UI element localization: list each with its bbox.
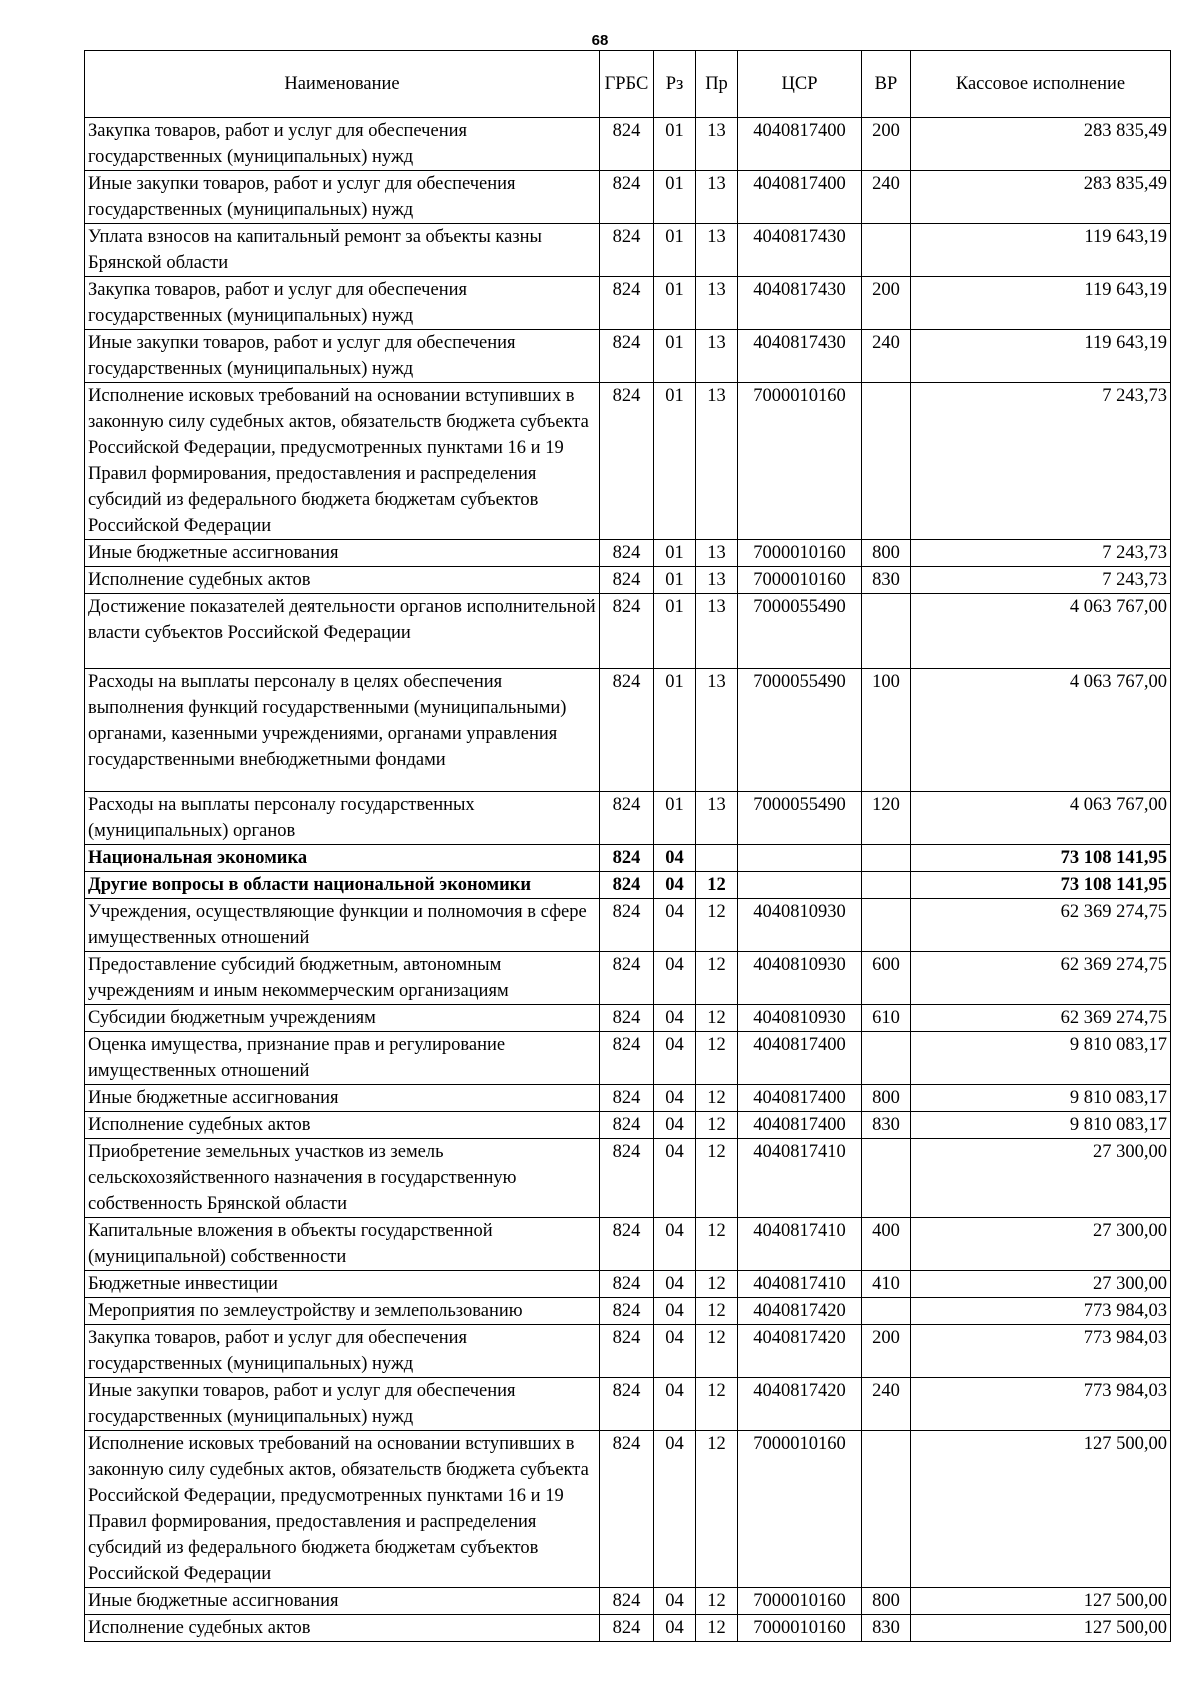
- cell-rz: 01: [654, 792, 696, 845]
- cell-name: Капитальные вложения в объекты государственной (муниципальной) собственности: [85, 1218, 600, 1271]
- column-header-csr: ЦСР: [738, 51, 862, 118]
- column-header-vr: ВР: [862, 51, 911, 118]
- cell-name: Иные бюджетные ассигнования: [85, 1588, 600, 1615]
- table-row: [85, 872, 1171, 899]
- cell-grbs: 824: [600, 224, 654, 277]
- cell-grbs: 824: [600, 669, 654, 792]
- cell-vr: 800: [862, 540, 911, 567]
- cell-name: Закупка товаров, работ и услуг для обеспечения государственных (муниципальных) нужд: [85, 118, 600, 171]
- cell-name: Исполнение исковых требований на основании вступивших в законную силу судебных актов, обязательств бюджета субъекта Российской Федерации, предусмотренных пунктами 16 и 19 Правил формирования, предоставления и распределения субсидий из федерального бюджета бюджетам субъектов Российской Федерации: [85, 383, 600, 540]
- cell-grbs: 824: [600, 952, 654, 1005]
- table-row: [85, 540, 1171, 567]
- column-header-amount: Кассовое исполнение: [911, 51, 1171, 118]
- cell-vr: [862, 845, 911, 872]
- cell-csr: 4040817420: [738, 1325, 862, 1378]
- cell-pr: 13: [696, 792, 738, 845]
- cell-csr: 7000055490: [738, 594, 862, 669]
- cell-csr: 4040810930: [738, 1005, 862, 1032]
- cell-csr: 7000010160: [738, 540, 862, 567]
- cell-csr: 4040817400: [738, 1085, 862, 1112]
- cell-amount: 7 243,73: [911, 567, 1171, 594]
- cell-amount: 27 300,00: [911, 1218, 1171, 1271]
- cell-pr: 12: [696, 1298, 738, 1325]
- cell-name: Закупка товаров, работ и услуг для обеспечения государственных (муниципальных) нужд: [85, 277, 600, 330]
- cell-csr: 4040817420: [738, 1378, 862, 1431]
- cell-vr: 830: [862, 1112, 911, 1139]
- table-row: [85, 383, 1171, 540]
- column-header-rz: Рз: [654, 51, 696, 118]
- cell-csr: 4040817410: [738, 1218, 862, 1271]
- cell-csr: 4040817400: [738, 1112, 862, 1139]
- cell-name: Другие вопросы в области национальной экономики: [85, 872, 600, 899]
- cell-grbs: 824: [600, 1378, 654, 1431]
- cell-vr: 240: [862, 171, 911, 224]
- cell-rz: 04: [654, 845, 696, 872]
- cell-name: Приобретение земельных участков из земель сельскохозяйственного назначения в государственную собственность Брянской области: [85, 1139, 600, 1218]
- cell-csr: 7000055490: [738, 792, 862, 845]
- cell-csr: 4040817410: [738, 1139, 862, 1218]
- cell-csr: 7000010160: [738, 1615, 862, 1642]
- cell-grbs: 824: [600, 1325, 654, 1378]
- cell-amount: 283 835,49: [911, 118, 1171, 171]
- cell-grbs: 824: [600, 1112, 654, 1139]
- table-row: [85, 330, 1171, 383]
- cell-name: Исполнение судебных актов: [85, 1615, 600, 1642]
- cell-name: Мероприятия по землеустройству и землепользованию: [85, 1298, 600, 1325]
- cell-grbs: 824: [600, 1218, 654, 1271]
- cell-grbs: 824: [600, 330, 654, 383]
- table-row: [85, 277, 1171, 330]
- cell-amount: 283 835,49: [911, 171, 1171, 224]
- cell-amount: 4 063 767,00: [911, 669, 1171, 792]
- cell-rz: 04: [654, 1325, 696, 1378]
- cell-vr: 830: [862, 1615, 911, 1642]
- cell-vr: 600: [862, 952, 911, 1005]
- column-header-name: Наименование: [85, 51, 600, 118]
- cell-grbs: 824: [600, 1005, 654, 1032]
- cell-vr: [862, 1298, 911, 1325]
- cell-name: Иные бюджетные ассигнования: [85, 540, 600, 567]
- cell-name: Субсидии бюджетным учреждениям: [85, 1005, 600, 1032]
- cell-rz: 04: [654, 1032, 696, 1085]
- cell-name: Расходы на выплаты персоналу в целях обеспечения выполнения функций государственными (муниципальными) органами, казенными учреждениями, органами управления государственными внебюджетными фондами: [85, 669, 600, 792]
- cell-name: Закупка товаров, работ и услуг для обеспечения государственных (муниципальных) нужд: [85, 1325, 600, 1378]
- table-row: [85, 1139, 1171, 1218]
- cell-name: Иные закупки товаров, работ и услуг для обеспечения государственных (муниципальных) нужд: [85, 330, 600, 383]
- cell-amount: 9 810 083,17: [911, 1112, 1171, 1139]
- cell-grbs: 824: [600, 567, 654, 594]
- cell-pr: 13: [696, 594, 738, 669]
- table-row: [85, 845, 1171, 872]
- cell-vr: [862, 224, 911, 277]
- table-row: [85, 1431, 1171, 1588]
- cell-grbs: 824: [600, 1139, 654, 1218]
- cell-rz: 01: [654, 224, 696, 277]
- cell-name: Предоставление субсидий бюджетным, автономным учреждениям и иным некоммерческим организациям: [85, 952, 600, 1005]
- cell-name: Расходы на выплаты персоналу государственных (муниципальных) органов: [85, 792, 600, 845]
- cell-name: Оценка имущества, признание прав и регулирование имущественных отношений: [85, 1032, 600, 1085]
- cell-vr: 100: [862, 669, 911, 792]
- table-row: [85, 224, 1171, 277]
- cell-pr: 12: [696, 952, 738, 1005]
- cell-csr: [738, 845, 862, 872]
- table-row: [85, 1615, 1171, 1642]
- cell-vr: 800: [862, 1588, 911, 1615]
- cell-pr: 12: [696, 1615, 738, 1642]
- cell-pr: 12: [696, 1218, 738, 1271]
- cell-grbs: 824: [600, 1588, 654, 1615]
- cell-pr: 12: [696, 1112, 738, 1139]
- cell-rz: 01: [654, 567, 696, 594]
- cell-amount: 7 243,73: [911, 383, 1171, 540]
- cell-rz: 04: [654, 899, 696, 952]
- cell-vr: [862, 1139, 911, 1218]
- cell-csr: 4040817400: [738, 1032, 862, 1085]
- cell-grbs: 824: [600, 845, 654, 872]
- cell-pr: 13: [696, 224, 738, 277]
- cell-rz: 04: [654, 1085, 696, 1112]
- cell-rz: 01: [654, 277, 696, 330]
- cell-csr: 4040817420: [738, 1298, 862, 1325]
- cell-grbs: 824: [600, 383, 654, 540]
- table-header-row: [85, 51, 1171, 118]
- cell-csr: 4040817410: [738, 1271, 862, 1298]
- cell-csr: 4040817400: [738, 171, 862, 224]
- cell-pr: 13: [696, 330, 738, 383]
- cell-pr: 12: [696, 872, 738, 899]
- cell-amount: 9 810 083,17: [911, 1085, 1171, 1112]
- table-row: [85, 1218, 1171, 1271]
- cell-vr: [862, 899, 911, 952]
- table-row: [85, 1325, 1171, 1378]
- cell-amount: 119 643,19: [911, 330, 1171, 383]
- cell-name: Национальная экономика: [85, 845, 600, 872]
- cell-grbs: 824: [600, 899, 654, 952]
- table-row: [85, 792, 1171, 845]
- cell-rz: 01: [654, 330, 696, 383]
- cell-vr: 800: [862, 1085, 911, 1112]
- column-header-grbs: ГРБС: [600, 51, 654, 118]
- cell-name: Уплата взносов на капитальный ремонт за объекты казны Брянской области: [85, 224, 600, 277]
- cell-pr: 13: [696, 540, 738, 567]
- cell-amount: 773 984,03: [911, 1378, 1171, 1431]
- cell-amount: 7 243,73: [911, 540, 1171, 567]
- cell-rz: 01: [654, 118, 696, 171]
- cell-pr: 12: [696, 1588, 738, 1615]
- table-row: [85, 1085, 1171, 1112]
- cell-rz: 01: [654, 383, 696, 540]
- table-row: [85, 952, 1171, 1005]
- cell-grbs: 824: [600, 540, 654, 567]
- cell-pr: 13: [696, 118, 738, 171]
- cell-amount: 127 500,00: [911, 1431, 1171, 1588]
- cell-rz: 04: [654, 1615, 696, 1642]
- cell-pr: 13: [696, 669, 738, 792]
- cell-pr: 13: [696, 383, 738, 540]
- cell-name: Исполнение судебных актов: [85, 1112, 600, 1139]
- cell-vr: [862, 1431, 911, 1588]
- table-row: [85, 1005, 1171, 1032]
- cell-grbs: 824: [600, 1271, 654, 1298]
- cell-vr: 610: [862, 1005, 911, 1032]
- cell-name: Иные закупки товаров, работ и услуг для обеспечения государственных (муниципальных) нужд: [85, 1378, 600, 1431]
- cell-amount: 27 300,00: [911, 1139, 1171, 1218]
- cell-name: Исполнение судебных актов: [85, 567, 600, 594]
- cell-pr: 12: [696, 1005, 738, 1032]
- table-row: [85, 1588, 1171, 1615]
- table-row: [85, 567, 1171, 594]
- cell-vr: [862, 1032, 911, 1085]
- cell-rz: 04: [654, 1005, 696, 1032]
- cell-rz: 04: [654, 1378, 696, 1431]
- cell-pr: 12: [696, 1325, 738, 1378]
- cell-pr: 13: [696, 567, 738, 594]
- cell-amount: 62 369 274,75: [911, 899, 1171, 952]
- table-row: [85, 1298, 1171, 1325]
- cell-csr: [738, 872, 862, 899]
- cell-name: Иные закупки товаров, работ и услуг для обеспечения государственных (муниципальных) нужд: [85, 171, 600, 224]
- table-row: [85, 669, 1171, 792]
- cell-grbs: 824: [600, 118, 654, 171]
- cell-amount: 73 108 141,95: [911, 845, 1171, 872]
- cell-grbs: 824: [600, 1298, 654, 1325]
- cell-csr: 7000010160: [738, 383, 862, 540]
- cell-rz: 01: [654, 669, 696, 792]
- cell-rz: 04: [654, 952, 696, 1005]
- cell-amount: 119 643,19: [911, 224, 1171, 277]
- cell-amount: 62 369 274,75: [911, 1005, 1171, 1032]
- cell-amount: 27 300,00: [911, 1271, 1171, 1298]
- cell-vr: 120: [862, 792, 911, 845]
- cell-rz: 04: [654, 1588, 696, 1615]
- page-number: 68: [591, 32, 609, 49]
- cell-csr: 7000010160: [738, 1588, 862, 1615]
- cell-grbs: 824: [600, 1032, 654, 1085]
- cell-pr: 12: [696, 1139, 738, 1218]
- table-row: [85, 118, 1171, 171]
- cell-vr: 240: [862, 1378, 911, 1431]
- cell-amount: 73 108 141,95: [911, 872, 1171, 899]
- cell-grbs: 824: [600, 1431, 654, 1588]
- table-row: [85, 899, 1171, 952]
- table-row: [85, 1032, 1171, 1085]
- cell-csr: 7000010160: [738, 1431, 862, 1588]
- cell-vr: [862, 594, 911, 669]
- cell-csr: 4040810930: [738, 952, 862, 1005]
- cell-vr: 200: [862, 118, 911, 171]
- cell-rz: 04: [654, 1139, 696, 1218]
- cell-pr: [696, 845, 738, 872]
- table-row: [85, 594, 1171, 669]
- cell-pr: 12: [696, 1431, 738, 1588]
- cell-vr: 200: [862, 1325, 911, 1378]
- table-row: [85, 1378, 1171, 1431]
- cell-name: Исполнение исковых требований на основании вступивших в законную силу судебных актов, обязательств бюджета субъекта Российской Федерации, предусмотренных пунктами 16 и 19 Правил формирования, предоставления и распределения субсидий из федерального бюджета бюджетам субъектов Российской Федерации: [85, 1431, 600, 1588]
- cell-vr: 410: [862, 1271, 911, 1298]
- cell-csr: 4040817430: [738, 277, 862, 330]
- cell-csr: 4040810930: [738, 899, 862, 952]
- cell-name: Учреждения, осуществляющие функции и полномочия в сфере имущественных отношений: [85, 899, 600, 952]
- cell-grbs: 824: [600, 792, 654, 845]
- cell-grbs: 824: [600, 1085, 654, 1112]
- cell-amount: 62 369 274,75: [911, 952, 1171, 1005]
- cell-pr: 13: [696, 171, 738, 224]
- cell-rz: 04: [654, 1112, 696, 1139]
- cell-vr: 830: [862, 567, 911, 594]
- cell-pr: 12: [696, 1032, 738, 1085]
- cell-rz: 04: [654, 1271, 696, 1298]
- cell-pr: 13: [696, 277, 738, 330]
- cell-vr: [862, 872, 911, 899]
- cell-csr: 4040817430: [738, 330, 862, 383]
- cell-amount: 4 063 767,00: [911, 594, 1171, 669]
- cell-amount: 9 810 083,17: [911, 1032, 1171, 1085]
- cell-grbs: 824: [600, 872, 654, 899]
- cell-rz: 04: [654, 1298, 696, 1325]
- cell-amount: 127 500,00: [911, 1588, 1171, 1615]
- cell-csr: 4040817400: [738, 118, 862, 171]
- cell-rz: 04: [654, 1218, 696, 1271]
- cell-rz: 04: [654, 872, 696, 899]
- cell-vr: 400: [862, 1218, 911, 1271]
- cell-rz: 01: [654, 540, 696, 567]
- cell-rz: 04: [654, 1431, 696, 1588]
- cell-vr: [862, 383, 911, 540]
- cell-rz: 01: [654, 171, 696, 224]
- budget-execution-table: [84, 50, 1171, 1642]
- cell-grbs: 824: [600, 171, 654, 224]
- cell-amount: 773 984,03: [911, 1325, 1171, 1378]
- cell-name: Достижение показателей деятельности органов исполнительной власти субъектов Российской Федерации: [85, 594, 600, 669]
- table-row: [85, 1112, 1171, 1139]
- cell-name: Бюджетные инвестиции: [85, 1271, 600, 1298]
- cell-grbs: 824: [600, 594, 654, 669]
- cell-pr: 12: [696, 1271, 738, 1298]
- cell-amount: 127 500,00: [911, 1615, 1171, 1642]
- cell-grbs: 824: [600, 277, 654, 330]
- table-row: [85, 171, 1171, 224]
- cell-pr: 12: [696, 899, 738, 952]
- cell-csr: 7000010160: [738, 567, 862, 594]
- column-header-pr: Пр: [696, 51, 738, 118]
- cell-csr: 4040817430: [738, 224, 862, 277]
- cell-vr: 240: [862, 330, 911, 383]
- cell-vr: 200: [862, 277, 911, 330]
- cell-name: Иные бюджетные ассигнования: [85, 1085, 600, 1112]
- cell-grbs: 824: [600, 1615, 654, 1642]
- cell-pr: 12: [696, 1085, 738, 1112]
- cell-rz: 01: [654, 594, 696, 669]
- cell-pr: 12: [696, 1378, 738, 1431]
- cell-amount: 119 643,19: [911, 277, 1171, 330]
- cell-amount: 4 063 767,00: [911, 792, 1171, 845]
- cell-amount: 773 984,03: [911, 1298, 1171, 1325]
- cell-csr: 7000055490: [738, 669, 862, 792]
- table-row: [85, 1271, 1171, 1298]
